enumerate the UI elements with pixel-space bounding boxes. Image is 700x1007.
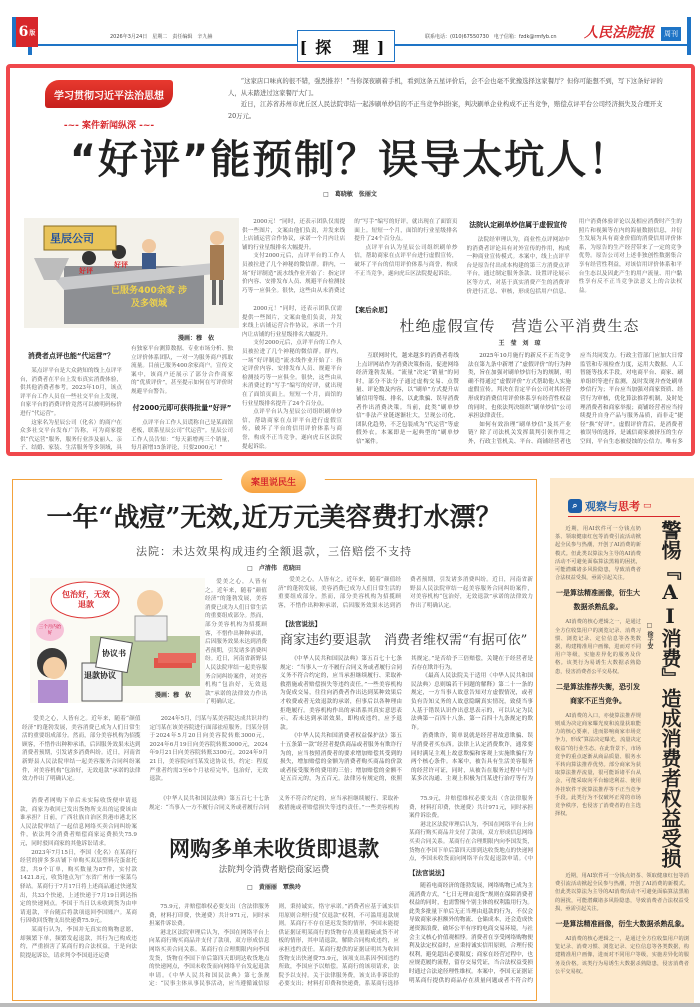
paragraph: 互联网时代，越来越多的消费者将线上点评网站作为消费决策指南，促进网络经济蓬勃发展。“流量”决定“销量”的同时，部分不法分子通过虚构交易、点赞量、评论数及内容，以“刷单”方式提升店铺信用等级、排名，以此欺骗、误导消费者作出消费决策。当前，此类“刷单炒信”非法产业链逐渐壮大，呈现公司化、团队化趋势，不乏包装成为“代运营”等虚假外衣。本案即是一起典型的“刷单炒信”案件。 (356, 353, 459, 445)
issue-info (110, 33, 212, 40)
speech-bubble-small: 三个月内治好 (38, 625, 62, 636)
contact-info (425, 33, 557, 40)
sidebar-header-a: 观察与 (585, 499, 618, 513)
cartoon-illustration (24, 218, 239, 328)
article-body-columns-left (20, 345, 233, 453)
paragraph: AI消费的入口，亦使算法推荐规则成为决定商家曝光度和流量获取能力的核心要素，进而影响商家市场竞争力，形成“算法决定曝光，流量决定收益”的行业生态。在此背景下，市场竞争的重点逐渐从商品质量、服务水平转向算法推荐优势。部分商家为获取算法推荐流量，很可能诉诸平台从会，可能采取向平台输送利益、使用外挂软件干扰算法推荐等不正当竞争手段。此类行为不仅破坏正常的市场竞争秩序，也侵害了消费者的自主选择权。 (555, 712, 641, 818)
sidebar-header-b: 思考 (618, 499, 640, 513)
paragraph: 《中华人民共和国消费者权益保护法》第五十五条第一款“经营者提供商品或者服务有欺诈行为的，应当按照消费者的要求增加赔偿其受到的损失，增加赔偿的金额为消费者购买商品的价款或者接受服务的费用的三倍；增加赔偿的金额不足五百元的，为五百元。法律另有规定的，依照其规定。”是否给予三倍赔偿，关键在于经营者是否存在欺诈行为。 (280, 656, 533, 783)
paragraph: 爱美之心，人皆有之。近年来，随着“颜值经济”的蓬勃发展，美容消费已成为人们日常生活的重要组成部分。然而，部分美容机构为招揽顾客，不惜作出种种承诺，后因服务效果未达到消费者预期，引发诸多消费纠纷。近日，河南省新野县人民法院审结一起美容服务合同纠纷案件，对美容机构“包治好，无效退款”承诺的法律效力作出了明确认定。 (22, 716, 141, 783)
commentary-byline: 王 莹 刘 琼 (498, 340, 541, 347)
sidebar-author: □ 徐子安 (646, 622, 653, 650)
case-byline: □ 卢清伟 范晓田 (247, 565, 301, 572)
contact-email: 电子信箱：fzdk@rmfyb.cn (493, 34, 557, 40)
paragraph: 这家名为星辰公司（化名）的商户在众多社交平台发布广告称，可为商家提供“代运营”服务，服务行业涉及丽人、亲子、结婚、家装、生活服务等多领域，具有独家平台测算数据、专业市场分析、独立评价体系团队，一对一为服务商户抓取流量。目前已服务400余家商户。宣传文案中，该商户还展示了部分合作商家的“优质评价”，甚至提示如何在写评价时规避平台警告。 (20, 346, 233, 452)
sidebar-body-top (555, 525, 641, 870)
column-badge-case (222, 466, 325, 496)
column-badge: 学习贯彻习近平法治思想 (45, 80, 173, 108)
issue-date: 2026年3月24日 (110, 34, 148, 40)
subheading: 消费者点评也能“代运营”？ (27, 352, 115, 360)
paragraph: 如何有效治理“刷单炒信”及其产业链？除了司法机关发挥裁判引领作用之外，行政主管机关、平台、商铺经营者也应当共同发力。行政主管部门应加大日常监管和专项检查力度，运用大数据、人工智能等技术手段，对电商平台、商家、刷单组织等进行监测，及时发现并查处刷单炒信行为；平台应当加强对商家资质、经营行为审核，优化算法推荐机制，及时处理消费者和商家举报；商铺经营者应当持续提升自身产品与服务品质，而非走“捷径”换“好评”。虚假评价背后，是消费者被误导的选择，是诚信商家被挤压的生存空间，平台生态被侵蚀的公信力。唯有多 (468, 353, 683, 445)
issue-weekday: 星期二 (152, 34, 168, 40)
paragraph: 随着电商经济的蓬勃发展，网络购物已成为主流消费方式，“七日无理由退货”规则在保障消费者权益的同时，也需警惕个别主体的权利滥用行为。此类多批量下单后无正当理由退款的行为，不仅会导致商家承担额外的物流、仓储成本，还会造成快递资源浪费，破坏公平有序的电商交易环境，与社会主义核心价值观相悖。消费者在享受网络购物便利及法定权益时，应秉持诚实信用原则，合理行使权利，避免超出必要限度；商家在经营过程中，也应规范履约流程，留存交易凭证，当合法权益受损时通过合法途径理性维权。本案中，李国无证据证明某商行提供的商品存在质量问题或者不符合约 (409, 883, 533, 984)
case-body-columns (22, 715, 268, 790)
agreement-paper: 协议书 (102, 649, 126, 658)
online-shopping-byline: □ 黄丽丽 覃焕玲 (247, 884, 301, 891)
subheading: 一是算法精准画像，衍生大数据杀熟乱象。 (556, 589, 640, 612)
judge-comment-body-2 (409, 882, 533, 997)
paragraph: 《中华人民共和国民法典》第五百七十七条规定：“当事人一方不履行合同义务或者履行合同义务不符合约定的，应当承担继续履行、采取补救措施或者赔偿损失等违约责任。”一些美容机构 (149, 796, 399, 811)
paragraph: 近期，用AI软件可一分钱点奶茶、领取健康红包等消费引流活动掀起全民参与热潮，开创了AI消费的新模式。但此类以算法为主导的AI消费活动不可避免面临算法黑箱的困扰，可能潜藏诸多风险隐患，导致消费者合法权益受损，亟需引起关注。 (555, 526, 641, 582)
article-byline: □ 葛晓敏 张丽文 (323, 191, 377, 198)
editor: 责任编辑 辛九赫 (172, 34, 213, 40)
paragraph: 《最高人民法院关于适用〈中华人民共和国民法典〉总则编若干问题的解释》第二十一条的规定，一方当事人故意告知对方虚假情况，或者负有告知义务的人故意隐瞒真实情况，致使当事人基于错误认识作出意思表示的，可以认定为民法典第一百四十八条、第一百四十九条规定的欺诈。 (411, 673, 533, 731)
cartoon-drawing (30, 578, 205, 703)
judge-comment-headline: 商家违约要退款 消费者维权需“有据可依” (280, 633, 528, 648)
paragraph: AI消费的核心逻辑之一，是通过全方位收集用户的浏览记录、消费习惯、浏览记录、定位信息等各类数据，构建精准用户画像，进而对不同用户等级，实施差异化的服务及价格。该类行为易诱生大数据杀熟隐患，侵害消费者公平交易权。 (555, 619, 641, 675)
paragraph: 消费者网购下单后未实际收货便申请退款，商家为收回已发出货物所支出的运费该由谁承担？日前，广西壮族自治区贵港市港北区人民法院审结了一起信息网络买卖合同纠纷案件，依法判令消费者赔偿商家运费损失75.9元，同时驳回商家的其他诉讼请求。 (20, 798, 137, 847)
paragraph: 支付2000元后，点评平台的工作人员被拉进了几个神秘的微信群。群内，一场“好评制造”流水线作业开始了：指定评价内容、安排发布人员、规避平台检测技巧等一应俱全。很快，这些由从未消费过的“写手”编写的好评，就出现在了面馆页面上。短短一个月，面馆的行业星级排名提升了24个百分点。 (242, 340, 342, 407)
contact-phone: 联系电话：(010)67550730 (425, 34, 489, 40)
column-badge-label: 案里说民生 (241, 470, 306, 493)
judge-comment-tag: 【法官说法】 (282, 620, 321, 628)
page-number-badge (12, 17, 38, 47)
paragraph: 2023年7月15日，李国（化名）在某商行经营的拼多多店铺下单购买双层塑料壳蛋盆托盘，共9个订单，购买数量为87件，实付款1421.8元，收货地点为广东省广州市一家菜鸟驿站。某商行于7月17日将上述商品通过快递发出，共33个快递，上述快递于7月19日到达指定的快递网点。李国于当日以未收到货为由申请退款，平台随后将款项退回李国账户。某商行因收回货物支出快递费75.9元。 (20, 849, 137, 925)
online-shopping-headline: 网购多单未收货即退款 (169, 836, 379, 861)
refund-agreement-paper: 退款协议 (84, 671, 116, 680)
review-tag: 好评 (79, 267, 93, 275)
subheading: 法院认定刷单炒信属于虚假宣传 (469, 221, 568, 229)
board-slogan: 已服务400余家 涉及多领域 (111, 286, 187, 309)
paragraph: 点评平台认为星辰公司组织刷单炒信，帮助商家在点评平台进行虚假宣传，破坏了平台的信用评价体系与商誉，构成不正当竞争，遂向虎丘区法院提起诉讼。 (354, 244, 458, 277)
paragraph: 2000元！”同时，还表示团队仅需提供一些图片，文案由他们负责，并发来线上店铺运营合作协议，承诺一个月内让店铺的行业星级排名大幅提升。 (242, 219, 346, 251)
paragraph: 75.9元，并赔偿维权必要支出（含法律服务费，材料打印费，快递费）共计971元，同时承担案件诉讼费。 (409, 796, 533, 820)
paragraph: 消费欺诈，简单说就是经营者故意欺骗、误导消费者买东西。法律上认定消费欺诈，通常要同时满足主观上故意欺骗和客观上实施欺骗行为两个核心条件。本案中，被告具有生活美容服务的经营许可证，同时，从被告在服务过程中与闫某多次沟通、主观上积极为闫某进行治疗等行为 (411, 733, 533, 783)
commentary-body (356, 352, 683, 452)
online-shopping-body-right (409, 795, 533, 865)
speech-bubble: 包治好，无效退款 (62, 590, 110, 609)
weekly-badge: 周刊 (661, 27, 681, 41)
paragraph: 某点评平台是大众熟知的线上点评平台，消费者在平台上发布真实消费体验，供其他消费者参考。2023年10月，该点评平台工作人员在一些社交平台上发现，自家平台的消费评价竟然可以被明码标价进行“代运营”。 (20, 368, 122, 417)
case-body-narrow (205, 578, 267, 708)
online-shopping-body (149, 903, 399, 997)
page-bottom-edge (0, 1003, 700, 1007)
online-shopping-body-top (149, 795, 399, 819)
subheading: 一是算法精准画像，衍生大数据杀熟乱象。 (555, 920, 689, 929)
column-subbadge: -~- 案件新闻纵深 -~- (63, 121, 155, 131)
paragraph: 港北区法院审理后认为，李国在网络平台上向某商行购买商品并支付了款项，双方形成信息网络买卖合同关系。某商行在合理期限内向李国发货，货物在李国下单后第四天即到达收货地点的快递网点，李国未收货而向网络平台发起退款申请。《中 (409, 821, 533, 863)
review-tag: 好评 (114, 261, 128, 269)
paragraph: 2000元！”同时，还表示团队仅需提供一些图片，文案由他们负责，并发来线上店铺运营合作协议，承诺一个月内让店铺的行业星级排名大幅提升。 (242, 306, 342, 338)
case-body-columns-right (278, 576, 533, 616)
article-headline: “好评”能预制？误导太坑人！ (69, 137, 631, 183)
paragraph: AI消费的核心逻辑之一，是通过全方位收集用户的浏览记录、消费习惯、浏览记录、定位信息等各类数据，构建精准用户画像，进而对不同用户等级，实施差异化的服务及价格。该类行为易诱生大数据杀熟隐患，侵害消费者公平交易权。 (555, 936, 689, 975)
paragraph: 近日，江苏省苏州市虎丘区人民法院审结一起涉刷单炒信的不正当竞争纠纷案，判决刷单企业构成不正当竞争，赔偿点评平台公司经济损失及合理开支20万元。 (228, 100, 663, 120)
cartoon-caption: 漫画：穆 依 (155, 692, 192, 699)
paragraph: 2025年10月施行的新反不正当竞争法在第九条中新增了“虚假评价”的行为种类，旨在加强对刷单炒信行为的规制，明确不得通过“虚假评价”方式帮助他人实施虚假宣传。判决在肯定平台公司对其经营形成的消费信用评价体系享有经营性权益的同时，也依法判决组织“刷单炒信”公司承担法律责任。 (468, 353, 571, 420)
paragraph: 点评平台认为星辰公司组织刷单炒信，帮助商家在点评平台进行虚假宣传，破坏了平台的信用评价体系与商誉，构成不正当竞争，遂向虎丘区法院提起诉讼。 (242, 409, 342, 450)
page-unit: 版 (29, 29, 36, 37)
paragraph: 近期，用AI软件可一分钱点奶茶、领取健康红包等消费引流活动掀起全民参与热潮，开创了AI消费的新模式。但此类以算法为主导的AI消费活动不可避免面临算法黑箱的困扰，可能潜藏诸多风险隐患，导致消费者合法权益受损，亟需引起关注。 (555, 873, 689, 912)
judge-comment-tag-2: 【法官说法】 (409, 869, 448, 877)
company-sign: 星辰公司 (50, 232, 94, 245)
paragraph: 点评平台工作人员谎称自己是某面馆老板，联系星辰公司“代运营”。星辰公司工作人员告知：“每天新增两三个销量，每月新增15条评论，只要2000元！” (131, 419, 233, 452)
sidebar-body-bottom (555, 872, 689, 998)
paragraph: 某商行认为，李国并无真实的购物意愿，却频繁下单，频繁发起退款，其行为已构成违约，严重损害了某商行的合法权益，于是向法院提起诉讼，请求判令李国退还运费 (20, 926, 137, 959)
judge-comment-body (280, 655, 533, 790)
newspaper-logo: 人民法院报 (584, 25, 654, 41)
commentary-tag: 【案后余思】 (352, 306, 391, 314)
paragraph: 港北区法院审理后认为，李国在网络平台上向某商行购买商品并支付了款项，双方形成信息网络买卖合同关系。某商行在合理期限内向李国发货，货物在李国下单后第四天即到达收货地点的快递网点，李国未收货而向网络平台发起退款申请。《中华人民共和国民法典》第七条规定：“民事主体从事民事活动，应当遵循诚信原则，秉持诚实，恪守承诺。”消费者应基于诚实信用原则合理行使“仅退款”权利，不可滥用退款规则。某商行不存在延迟发货的情形，李国未能提供证据证明某商行的货物存在质量瑕疵或货不对板的情形，其申请退款，解除合同构成违约，应承担违约责任。某商行提供的证据证明其为收回货物支出快递费75.9元，该项支出系因李国违约所致，李国应予以赔偿。某商行的该项请求，法院予以支持。关于法律服务费，该支出非诉讼的必要支出；材料打印费和快递费，系某商行选择 (149, 904, 399, 988)
paragraph: 75.9元，并赔偿维权必要支出（含法律服务费，材料打印费，快递费）共计971元，同时承担案件诉讼费。 (149, 904, 270, 928)
paragraph: 《中华人民共和国民法典》第五百七十七条规定：“当事人一方不履行合同义务或者履行合同义务不符合约定的，应当承担继续履行、采取补救措施或者赔偿损失等违约责任。”一些美容机构为促成交易，往往向消费者作出达到某种效果后才收费或者无效退款的承诺，但事后以各种理由拒绝履行。美容机构作出的承诺系其真实意思表示，若未达到承诺效果，即构成违约，应予退款。 (280, 656, 402, 731)
article-body-columns (242, 218, 682, 302)
cartoon-caption: 漫画：穆 依 (178, 335, 215, 342)
paragraph: 爱美之心，人皆有之。近年来，随着“颜值经济”的蓬勃发展，美容消费已成为人们日常生活的重要组成部分。然而，部分美容机构为招揽顾客，不惜作出种种承诺，后因服务效果未达到消费者预期，引发诸多消费纠纷。近日，河南省新野县人民法院审结一起美容服务合同纠纷案件，对美容机构“包治好，无效退款”承诺的法律效力作出了明确认定。 (278, 577, 533, 609)
search-icon: ⌕ (568, 499, 582, 513)
page-number: 6 (18, 24, 29, 40)
article-body-column-continued (242, 305, 342, 453)
paragraph: 爱美之心，人皆有之。近年来，随着“颜值经济”的蓬勃发展，美容消费已成为人们日常生活的重要组成部分。然而，部分美容机构为招揽顾客，不惜作出种种承诺，后因服务效果未达到消费者预期，引发诸多消费纠纷。近日，河南省新野县人民法院审结一起美容服务合同纠纷案件，对美容机构“包治好，无效退款”承诺的法律效力作出了明确认定。 (205, 579, 267, 706)
section-title: [探 理] (297, 30, 395, 62)
commentary-headline: 杜绝虚假宣传 营造公平消费生态 (399, 317, 640, 335)
case-headline: 一年“战痘”无效,近万元美容费打水漂？ (46, 503, 502, 533)
sidebar-header (568, 495, 680, 517)
paragraph: 法院经审理认为，商业性点评网站中的消费者评论具有对外宣传的作用，构成一种商业宣传模式。本案中，线上点评平台是原告付出成本构建的第三方消费点评平台，通过制定服务条款、设置评论展示区等方式，对基于真实消费产生的消费评价进行汇总、审核，形成包括用户信息、用户消费体验评论以及相应消费时产生的照片和视频等在内的海量数据信息，并衍生发展为具有商业价值的消费信用评价体系，为原告的生产经营带来了一定的竞争优势。原告公司对上述非独创性数据集合享有经营性利益，对该信用评价体系和平台生态以及因此产生的用户流量、用户黏性享有反不正当竞争法意义上的合法权益。 (466, 219, 682, 295)
paragraph: 2024年5月，闫某与某美容院达成共识并约定闫某在该美容院进行面部祛痘服务。闫某分别于2024年5月20日向美容院转账3000元，2024年6月19日向美容院转账3000元，2024年9月21日向美容院转账3300元。2024年9月21日，美容院向闫某发送协议书，约定：程度严重者约需3至6个月祛痘完毕，包治好，无效退款。 (149, 716, 268, 783)
article-lead (228, 76, 668, 122)
paragraph: “这家店口味真的很不错，强烈推荐！”当你深夜刷着手机，看到这条五星评价后，会不会也毫不犹豫选择这家餐厅？但你可能想不到，写下这条好评的人，从未踏进过这家餐厅大门。 (228, 77, 663, 97)
online-shopping-subheadline: 法院判令消费者赔偿商家运费 (218, 865, 330, 875)
speech-bubble-icon: ▭ (643, 500, 652, 511)
header-bar-right (687, 17, 691, 55)
subheading: 二是算法推荐失衡，恐引发商家不正当竞争。 (556, 682, 640, 705)
online-shopping-body-left (20, 797, 137, 997)
subheading: 付2000元即可获得批量“好评” (132, 403, 232, 412)
case-subheadline: 法院：未达效果构成违约全额退款，三倍赔偿不支持 (136, 545, 412, 558)
paragraph: 支付2000元后，点评平台的工作人员被拉进了几个神秘的微信群。群内，一场“好评制造”流水线作业开始了：指定评价内容、安排发布人员、规避平台检测技巧等一应俱全。很快，这些由从未消费过的“写手”编写的好评，就出现在了面馆页面上。短短一个月，面馆的行业星级排名提升了24个百分点。 (242, 219, 458, 294)
sidebar-headline: 警惕『AI消费』造成消费者权益受损 (658, 520, 682, 868)
cartoon-illustration-beauty (30, 578, 205, 703)
